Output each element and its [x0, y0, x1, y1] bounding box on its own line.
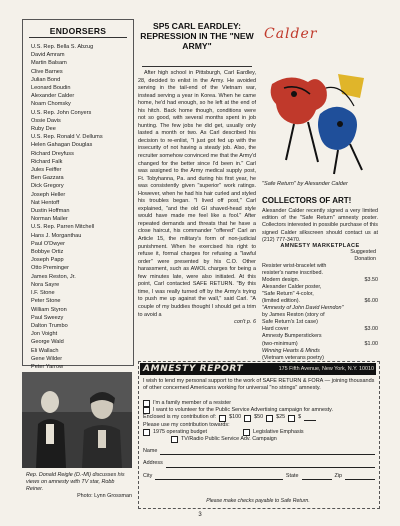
member-checkbox[interactable]	[143, 400, 150, 407]
marketplace-item	[262, 348, 378, 355]
marketplace-item-label: Safe Return's 1st case)	[262, 319, 318, 326]
article-title: SP5 CARL EARDLEY: REPRESSION IN THE "NEW ARMY"	[140, 21, 254, 51]
tv-radio-checkbox[interactable]	[171, 436, 178, 443]
article-body	[138, 70, 256, 327]
legislative-checkbox[interactable]	[243, 429, 250, 436]
address-row	[143, 460, 375, 467]
endorser-name: James Reston, Jr.	[31, 273, 76, 280]
amount-other-label: $	[298, 414, 302, 421]
amount-100-label: $100	[229, 414, 242, 421]
collectors-body: Alexander Calder recently signed a very limited edition of the "Safe Return" amnesty poster. Collectors interested in possible purchase of this signed Calder silkscreen should contact us at (212) 777-3470.	[262, 208, 378, 243]
use-label-row	[143, 422, 375, 429]
marketplace-subtitle	[262, 249, 376, 262]
endorser-name: Bobbye Ortiz	[31, 249, 64, 256]
tv-radio-label: TV/Radio Public Service Adv. Campaign	[181, 436, 277, 443]
enclosed-label: Enclosed is my contribution of:	[143, 414, 217, 421]
endorser-name: Ruby Dee	[31, 126, 56, 133]
endorser-name: Richard Dreyfuss	[31, 150, 74, 157]
endorser-name: Richard Falk	[31, 158, 63, 165]
marketplace-item	[262, 319, 378, 326]
marketplace-item-label: (limited edition).	[262, 298, 301, 305]
coupon-footer: Please make checks payable to Safe Return.	[206, 498, 310, 504]
marketplace-item	[262, 284, 378, 291]
endorsers-divider	[29, 37, 127, 38]
use-options-row	[143, 429, 375, 436]
marketplace-item-label: "Amnesty of John David Herndon"	[262, 305, 344, 312]
city-field[interactable]	[155, 473, 283, 480]
city-row	[143, 473, 375, 480]
volunteer-checkbox[interactable]	[143, 407, 150, 414]
photo-caption	[26, 472, 132, 500]
endorser-name: Jules Feiffer	[31, 167, 62, 174]
endorser-name: George Wald	[31, 339, 64, 346]
endorser-name: Norman Mailer	[31, 216, 68, 223]
marketplace-list	[262, 263, 378, 369]
endorser-name: Gene Wilder	[31, 355, 63, 362]
operating-budget-label: 1975 operating budget	[153, 428, 207, 435]
marketplace-item	[262, 341, 378, 348]
address-field[interactable]	[166, 461, 375, 468]
endorser-name: Martin Balsam	[31, 60, 67, 67]
marketplace-item-label: Amnesty Bumperstickers	[262, 333, 322, 340]
coupon-intro: I wish to lend my personal support to the work of SAFE RETURN & FORA — joining thousands of other concerned Americans working for universal "no strings" amnesty.	[143, 378, 375, 391]
amount-50-checkbox[interactable]	[244, 415, 251, 422]
marketplace-item-label: Alexander Calder poster,	[262, 284, 322, 291]
address-label: Address	[143, 460, 163, 467]
endorser-name: Noam Chomsky	[31, 101, 71, 108]
endorser-name: William Styron	[31, 306, 67, 313]
endorser-name: Otto Preminger	[31, 265, 69, 272]
coupon-masthead: AMNESTY REPORT	[143, 364, 244, 374]
use-tv-row	[143, 436, 375, 443]
art-caption: "Safe Return" by Alexander Calder	[262, 181, 348, 187]
endorser-name: Eli Wallach	[31, 347, 59, 354]
endorser-name: Peter Stone	[31, 298, 61, 305]
amount-other-checkbox[interactable]	[288, 415, 295, 422]
article-continued: con't p. 6	[234, 319, 256, 326]
endorser-name: David Amram	[31, 52, 65, 59]
calder-signature: Calder	[264, 26, 318, 42]
marketplace-item-price: $1.00	[364, 340, 378, 347]
marketplace-item	[262, 326, 378, 333]
marketplace-subtitle-line1: Suggested	[350, 249, 376, 255]
amount-50-label: $50	[254, 414, 264, 421]
endorser-name: Dalton Trumbo	[31, 322, 68, 329]
marketplace-title: AMNESTY MARKETPLACE	[280, 243, 360, 249]
marketplace-item-label: Modern design.	[262, 277, 300, 284]
marketplace-item-label: (Vietnam veterans poetry)	[262, 354, 324, 361]
endorser-name: I.F. Stone	[31, 290, 55, 297]
photo	[22, 372, 132, 468]
marketplace-item-label: "Safe Return" 4-color,	[262, 291, 314, 298]
page-number: 3	[198, 512, 202, 518]
endorser-name: U.S. Rep. Ronald V. Dellums	[31, 134, 103, 141]
marketplace-item-price: $6.00	[364, 298, 378, 305]
name-label: Name	[143, 448, 158, 455]
marketplace-item	[262, 270, 378, 277]
endorser-name: Alexander Calder	[31, 93, 75, 100]
endorser-name: Nora Sayre	[31, 281, 60, 288]
endorser-name: Hans J. Morganthau	[31, 232, 82, 239]
marketplace-item	[262, 305, 378, 312]
zip-label: Zip	[334, 472, 342, 479]
zip-field[interactable]	[345, 473, 375, 480]
marketplace-item-label: resister's name inscribed.	[262, 270, 323, 277]
name-field[interactable]	[160, 448, 375, 455]
photo-caption-text: Rep. Donald Reigle (D.-MI) discusses his views on amnesty with TV star, Robb Reiner.	[26, 472, 125, 492]
marketplace-item-label: Hard cover	[262, 326, 289, 333]
endorser-name: Dustin Hoffman	[31, 208, 70, 215]
endorser-name: Joseph Heller	[31, 191, 66, 198]
endorser-name: U.S. Rep. John Conyers	[31, 109, 92, 116]
state-field[interactable]	[302, 473, 332, 480]
endorser-name: Dick Gregory	[31, 183, 64, 190]
coupon-form	[143, 400, 375, 480]
endorser-name: Leonard Boudin	[31, 85, 71, 92]
endorser-name: Paul Sweezy	[31, 314, 64, 321]
option-volunteer-label: I want to volunteer for the Public Service Advertising campaign for amnesty.	[153, 407, 333, 414]
marketplace-item	[262, 263, 378, 270]
marketplace-item	[262, 291, 378, 298]
marketplace-item-label: Winning Hearts & Minds	[262, 347, 320, 354]
amount-100-checkbox[interactable]	[219, 415, 226, 422]
marketplace-item-label: Resister wrist-bracelet with	[262, 263, 327, 269]
endorser-name: U.S. Rep. Parren Mitchell	[31, 224, 95, 231]
city-label: City	[143, 472, 153, 479]
contribution-row	[143, 414, 375, 421]
endorser-name: Joseph Papp	[31, 257, 64, 264]
marketplace-item	[262, 333, 378, 340]
endorser-name: Paul O'Dwyer	[31, 240, 66, 247]
marketplace-item-label: (two-minimum)	[262, 340, 298, 347]
endorsers-title: ENDORSERS	[49, 26, 107, 36]
use-label: Please use my contribution towards:	[143, 421, 230, 428]
endorser-name: Nat Hentoff	[31, 199, 60, 206]
coupon-address: 175 Fifth Avenue, New York, N.Y. 10010	[278, 366, 374, 372]
marketplace-item-price: $3.00	[364, 326, 378, 333]
endorser-name: Peter Yarrow	[31, 363, 64, 370]
operating-budget-checkbox[interactable]	[143, 429, 150, 436]
marketplace-item	[262, 298, 378, 305]
amount-other-field[interactable]	[304, 415, 316, 421]
option-member-row	[143, 400, 375, 407]
endorser-list	[31, 43, 131, 371]
endorser-name: Ossie Davis	[31, 117, 61, 124]
name-row	[143, 448, 375, 455]
endorser-name: Julian Bond	[31, 76, 61, 83]
state-label: State	[285, 472, 299, 479]
marketplace-item	[262, 312, 378, 319]
endorser-name: Ben Gazzara	[31, 175, 64, 182]
endorser-name: Helen Gahagan Douglas	[31, 142, 93, 149]
marketplace-subtitle-line2: Donation	[354, 255, 376, 262]
amount-25-checkbox[interactable]	[266, 415, 273, 422]
calder-artwork	[264, 44, 374, 180]
option-member-label: I'm a family member of a resister	[153, 400, 232, 406]
article-body-text: After high school in Pittsburgh, Carl Eardley, 28, decided to enlist in the Army. He avoided serving in the tail-end of the Vietnam war, instead serving a year in Korea. When he came home, he'd had enough, so he left at the end of his hitch. Back home though, conditions were not so good, with several months spent in job hunting. The few jobs he did get, usually only lasted a month or two. As Carl described his decision to re-enlist, "I just got fed up with the insecurity of not having a steady job. Also, the recruiter somehow convinced me that the Army'd changed for the better since I'd been in." Carl was assigned to the Army medical supply post, Ft. Tobyhanna, Pa. and during his first year, he was consistently given "superior" work ratings. However, when he had his hair curled and styled his troubles began. "I lived off post," Carl explained, "and the old GI shaved-head style would have made me feel like a fool." After repeated demands and threats that he have a close haircut, his commander "offered" Carl an Article 15, the military's form of non-judicial punishment. When he exercised his right to refuse it, formal charges for refusing a "lawful order" were presented by his C.O. Other harassment, such as AWOL charges for being a few minutes late, were also initiated. At this point, Carl contacted SAFE RETURN. "By this time, I was really turned off by the Army's trying to push me up against the wall," said Carl. "A couple of my buddies thought I should get a trim to avoid a	[138, 70, 256, 318]
legislative-label: Legislative Emphasis	[252, 428, 304, 435]
amount-25-label: $25	[276, 414, 286, 421]
photo-credit: Photo: Lynn Grossman	[77, 493, 132, 499]
endorser-name: Clive Barnes	[31, 68, 63, 75]
marketplace-item	[262, 277, 378, 284]
collectors-title: COLLECTORS OF ART!	[262, 196, 352, 205]
endorser-name: U.S. Rep. Bella S. Abzug	[31, 44, 94, 50]
photo-illustration	[22, 372, 132, 468]
article-divider	[142, 66, 252, 67]
endorser-name: Jon Voight	[31, 331, 58, 338]
marketplace-item-price: $3.50	[364, 277, 378, 284]
endorsers-box	[22, 19, 134, 370]
option-volunteer-row	[143, 407, 375, 414]
marketplace-item-label: by James Reston (story of	[262, 312, 325, 319]
